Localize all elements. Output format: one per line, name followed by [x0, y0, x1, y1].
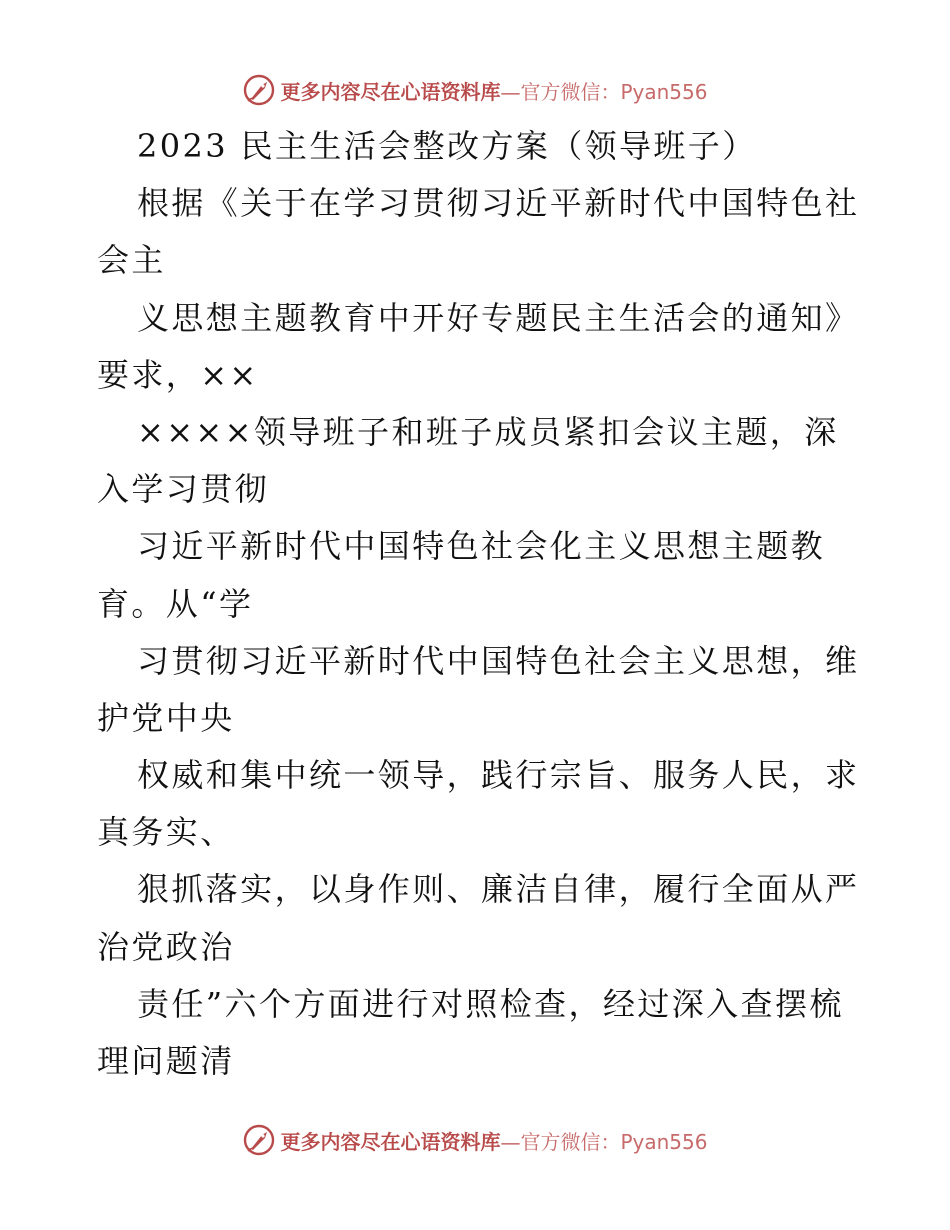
text-line: 责任”六个方面进行对照检查，经过深入查摆梳: [137, 984, 844, 1023]
watermark-contact: 官方微信：Pyan556: [520, 1129, 708, 1154]
pen-nib-logo-icon: [242, 1123, 276, 1157]
text-line: 义思想主题教育中开好专题民主生活会的通知》: [137, 298, 860, 337]
text-line: 入学习贯彻: [97, 470, 270, 509]
watermark-brand: 更多内容尽在心语资料库: [280, 1129, 501, 1154]
pen-nib-logo-icon: [242, 73, 276, 107]
text-line: 育。从“学: [97, 584, 254, 623]
text-line: 治党政治: [97, 927, 235, 966]
watermark-separator: —: [500, 1129, 521, 1154]
text-line: 习贯彻习近平新时代中国特色社会主义思想，维: [137, 641, 860, 680]
watermark-brand: 更多内容尽在心语资料库: [280, 79, 501, 104]
text-line: 要求，××: [97, 355, 259, 394]
text-line: 习近平新时代中国特色社会化主义思想主题教: [137, 527, 826, 566]
text-line: 根据《关于在学习贯彻习近平新时代中国特色社: [137, 184, 860, 223]
text-line: 狠抓落实，以身作则、廉洁自律，履行全面从严: [137, 870, 860, 909]
text-line: 护党中央: [97, 698, 235, 737]
document-title: 2023 民主生活会整改方案（领导班子）: [137, 127, 757, 165]
text-line: 理问题清: [97, 1042, 235, 1080]
footer-watermark: [0, 1120, 950, 1160]
text-line: ××××领导班子和班子成员紧扣会议主题，深: [137, 412, 839, 451]
header-watermark: [0, 70, 950, 110]
document-body: [97, 118, 860, 1090]
text-line: 会主: [97, 241, 166, 280]
watermark-contact: 官方微信：Pyan556: [520, 79, 708, 104]
text-line: 权威和集中统一领导，践行宗旨、服务人民，求: [137, 756, 860, 795]
text-line: 真务实、: [97, 813, 235, 852]
watermark-separator: —: [500, 79, 521, 104]
